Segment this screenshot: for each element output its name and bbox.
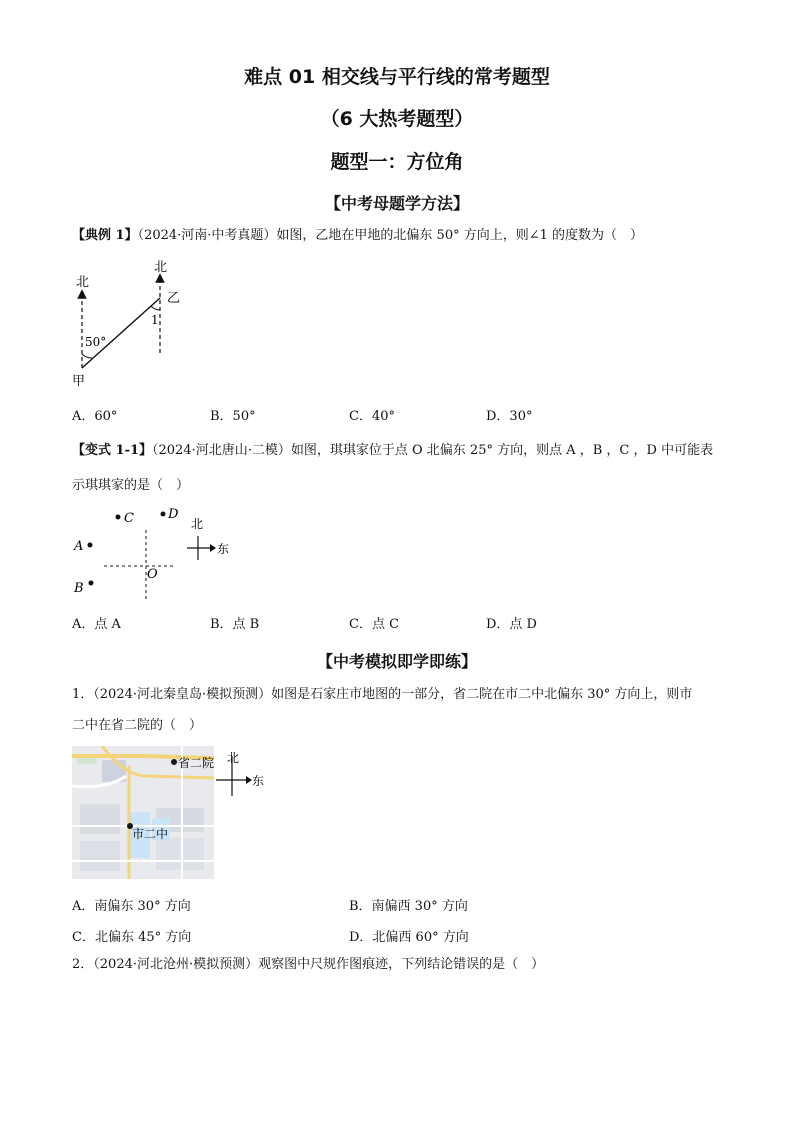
label-c: C bbox=[124, 511, 134, 526]
variant-1-option-d[interactable]: D．点 D bbox=[486, 617, 537, 632]
variant-1-option-a[interactable]: A．点 A bbox=[72, 617, 121, 632]
question-1-map bbox=[72, 746, 214, 879]
point-b bbox=[89, 581, 94, 586]
connecting-line bbox=[82, 298, 160, 368]
point-label-jia: 甲 bbox=[72, 374, 86, 388]
question-1-compass bbox=[212, 748, 272, 800]
question-1-line1: 1．（2024·河北秦皇岛·模拟预测）如图是石家庄市地图的一部分，省二院在市二中北偏东 30° 方向上，则市 bbox=[72, 687, 693, 702]
page-subtitle: （6 大热考题型） bbox=[320, 108, 474, 130]
question-1-option-a[interactable]: A．南偏东 30° 方向 bbox=[72, 899, 191, 914]
hospital-label: 省二院 bbox=[178, 756, 214, 770]
point-c bbox=[116, 515, 121, 520]
variant-1-option-b[interactable]: B．点 B bbox=[210, 617, 260, 632]
school-label: 市二中 bbox=[132, 827, 169, 841]
angle-arc-50 bbox=[82, 354, 92, 358]
label-o: O bbox=[147, 567, 158, 582]
example-1-option-b[interactable]: B．50° bbox=[210, 409, 256, 424]
question-type-title: 题型一：方位角 bbox=[330, 151, 464, 173]
compass-east-label: 东 bbox=[217, 542, 230, 556]
example-1-figure bbox=[60, 258, 200, 388]
example-1-question bbox=[72, 228, 732, 244]
example-1-option-c[interactable]: C．40° bbox=[349, 409, 395, 424]
label-b: B bbox=[74, 581, 84, 596]
section-heading-mother: 【中考母题学方法】 bbox=[324, 194, 469, 213]
hospital-marker bbox=[171, 759, 177, 765]
page-title: 难点 01 相交线与平行线的常考题型 bbox=[244, 66, 550, 88]
question-1-option-c[interactable]: C．北偏东 45° 方向 bbox=[72, 930, 192, 945]
variant-1-tag: 【变式 1-1】 bbox=[72, 443, 153, 458]
angle-arc-1 bbox=[151, 306, 160, 310]
compass-north-label: 北 bbox=[191, 517, 204, 531]
map-compass-north-label: 北 bbox=[227, 751, 240, 765]
angle-label-1: 1 bbox=[151, 313, 159, 327]
question-1-line2: 二中在省二院的（ ） bbox=[72, 718, 203, 733]
north-label-right: 北 bbox=[154, 260, 168, 275]
example-1-text: （2024·河南·中考真题）如图，乙地在甲地的北偏东 50° 方向上，则∠1 的度数为（ ） bbox=[137, 228, 644, 243]
label-a: A bbox=[74, 539, 84, 554]
map-compass-east-label: 东 bbox=[252, 774, 265, 788]
variant-1-text-1: （2024·河北唐山·二模）如图，琪琪家位于点 O 北偏东 25° 方向，则点 A ，B ，C ，D 中可能表 bbox=[152, 443, 714, 458]
question-2-text: 2．（2024·河北沧州·模拟预测）观察图中尺规作图痕迹，下列结论错误的是（ ） bbox=[72, 957, 545, 972]
label-d: D bbox=[168, 507, 179, 522]
variant-1-option-c[interactable]: C．点 C bbox=[349, 617, 400, 632]
question-1-option-d[interactable]: D．北偏西 60° 方向 bbox=[349, 930, 469, 945]
variant-1-question-line2: 示琪琪家的是（ ） bbox=[72, 478, 190, 493]
variant-1-question-line1 bbox=[72, 443, 732, 459]
point-label-yi: 乙 bbox=[167, 291, 181, 306]
section-heading-practice: 【中考模拟即学即练】 bbox=[316, 652, 477, 671]
angle-label-50: 50° bbox=[85, 335, 107, 349]
point-d bbox=[161, 512, 166, 517]
point-a bbox=[88, 543, 93, 548]
example-1-option-d[interactable]: D．30° bbox=[486, 409, 533, 424]
question-1-option-b[interactable]: B．南偏西 30° 方向 bbox=[349, 899, 468, 914]
variant-1-figure bbox=[60, 500, 260, 605]
east-arrow-icon bbox=[210, 544, 216, 552]
example-1-option-a[interactable]: A．60° bbox=[72, 409, 118, 424]
example-1-tag: 【典例 1】 bbox=[72, 228, 138, 243]
north-label-left: 北 bbox=[76, 275, 90, 290]
